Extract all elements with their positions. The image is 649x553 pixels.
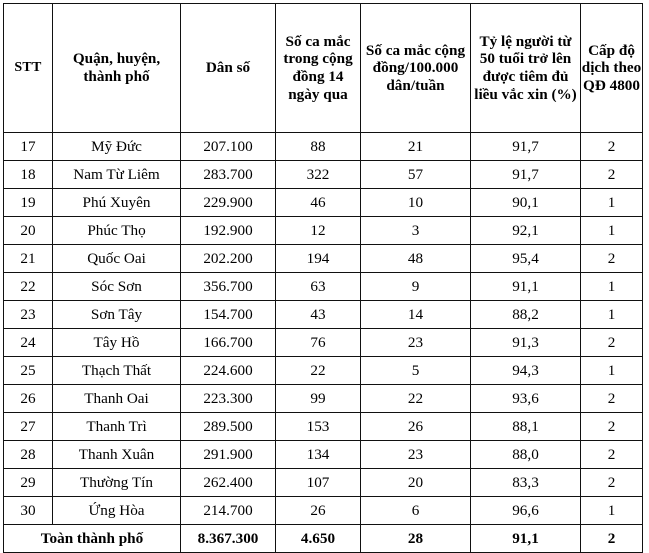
row-stt: 25 [4,357,53,385]
row-population: 192.900 [181,217,276,245]
row-district-name: Phúc Thọ [53,217,181,245]
row-stt: 20 [4,217,53,245]
row-district-name: Phú Xuyên [53,189,181,217]
table-row [4,273,643,301]
row-district-name: Quốc Oai [53,245,181,273]
row-population: 202.200 [181,245,276,273]
row-population: 283.700 [181,161,276,189]
row-cases-14d: 107 [276,469,361,497]
row-population: 229.900 [181,189,276,217]
row-cases-per-100k: 9 [361,273,471,301]
row-cases-14d: 99 [276,385,361,413]
row-stt: 29 [4,469,53,497]
row-district-name: Mỹ Đức [53,133,181,161]
table-row [4,357,643,385]
row-population: 289.500 [181,413,276,441]
row-risk-level: 1 [581,497,643,525]
row-stt: 21 [4,245,53,273]
table-row [4,189,643,217]
row-vaccination-rate: 90,1 [471,189,581,217]
row-district-name: Nam Từ Liêm [53,161,181,189]
row-risk-level: 2 [581,161,643,189]
row-vaccination-rate: 88,2 [471,301,581,329]
table-row [4,469,643,497]
table-row [4,301,643,329]
row-population: 154.700 [181,301,276,329]
table-row [4,413,643,441]
data-table-container [3,3,642,553]
row-cases-per-100k: 20 [361,469,471,497]
row-risk-level: 1 [581,273,643,301]
row-vaccination-rate: 91,7 [471,133,581,161]
row-risk-level: 2 [581,329,643,357]
total-cases-per-100k: 28 [361,525,471,553]
row-cases-14d: 26 [276,497,361,525]
row-stt: 22 [4,273,53,301]
row-district-name: Thanh Oai [53,385,181,413]
row-risk-level: 2 [581,413,643,441]
table-row [4,161,643,189]
row-vaccination-rate: 92,1 [471,217,581,245]
row-stt: 18 [4,161,53,189]
total-cases-14d: 4.650 [276,525,361,553]
row-vaccination-rate: 93,6 [471,385,581,413]
row-cases-per-100k: 10 [361,189,471,217]
column-header-district: Quận, huyện, thành phố [53,4,181,133]
row-cases-14d: 322 [276,161,361,189]
column-header-vaccination: Tỷ lệ người từ 50 tuổi trở lên được tiêm đủ liều vắc xin (%) [471,4,581,133]
table-row [4,329,643,357]
row-vaccination-rate: 95,4 [471,245,581,273]
row-cases-14d: 194 [276,245,361,273]
row-population: 356.700 [181,273,276,301]
row-vaccination-rate: 96,6 [471,497,581,525]
row-district-name: Thanh Trì [53,413,181,441]
total-vaccination-rate: 91,1 [471,525,581,553]
row-district-name: Tây Hồ [53,329,181,357]
row-cases-per-100k: 21 [361,133,471,161]
row-population: 207.100 [181,133,276,161]
total-risk-level: 2 [581,525,643,553]
header-row [4,4,643,133]
table-header [4,4,643,133]
table-row [4,497,643,525]
row-cases-14d: 153 [276,413,361,441]
row-district-name: Sóc Sơn [53,273,181,301]
row-cases-14d: 43 [276,301,361,329]
row-cases-per-100k: 26 [361,413,471,441]
column-header-stt: STT [4,4,53,133]
row-stt: 28 [4,441,53,469]
row-risk-level: 1 [581,357,643,385]
row-population: 166.700 [181,329,276,357]
row-population: 223.300 [181,385,276,413]
row-risk-level: 1 [581,217,643,245]
total-population: 8.367.300 [181,525,276,553]
total-label: Toàn thành phố [4,525,181,553]
row-cases-per-100k: 3 [361,217,471,245]
row-cases-per-100k: 22 [361,385,471,413]
row-population: 262.400 [181,469,276,497]
row-cases-14d: 76 [276,329,361,357]
table-body [4,133,643,553]
row-vaccination-rate: 88,1 [471,413,581,441]
row-cases-14d: 22 [276,357,361,385]
row-cases-14d: 12 [276,217,361,245]
row-stt: 19 [4,189,53,217]
table-row [4,133,643,161]
row-district-name: Ứng Hòa [53,497,181,525]
row-district-name: Sơn Tây [53,301,181,329]
row-cases-14d: 134 [276,441,361,469]
row-cases-per-100k: 5 [361,357,471,385]
row-stt: 26 [4,385,53,413]
column-header-risk-level: Cấp độ dịch theo QĐ 4800 [581,4,643,133]
row-vaccination-rate: 91,3 [471,329,581,357]
row-district-name: Thường Tín [53,469,181,497]
row-stt: 23 [4,301,53,329]
row-cases-per-100k: 23 [361,329,471,357]
table-row [4,441,643,469]
row-district-name: Thạch Thất [53,357,181,385]
column-header-cases-per-100k: Số ca mắc cộng đồng/100.000 dân/tuần [361,4,471,133]
table-row [4,217,643,245]
row-cases-14d: 63 [276,273,361,301]
covid-statistics-table [3,3,643,553]
row-district-name: Thanh Xuân [53,441,181,469]
row-stt: 17 [4,133,53,161]
row-stt: 24 [4,329,53,357]
row-vaccination-rate: 91,1 [471,273,581,301]
row-vaccination-rate: 88,0 [471,441,581,469]
row-population: 291.900 [181,441,276,469]
row-cases-per-100k: 57 [361,161,471,189]
row-vaccination-rate: 91,7 [471,161,581,189]
row-population: 224.600 [181,357,276,385]
row-stt: 27 [4,413,53,441]
row-vaccination-rate: 94,3 [471,357,581,385]
row-cases-per-100k: 6 [361,497,471,525]
column-header-population: Dân số [181,4,276,133]
row-risk-level: 2 [581,385,643,413]
row-risk-level: 2 [581,469,643,497]
row-risk-level: 2 [581,133,643,161]
row-risk-level: 2 [581,441,643,469]
row-cases-per-100k: 48 [361,245,471,273]
table-row [4,245,643,273]
row-cases-per-100k: 14 [361,301,471,329]
column-header-cases-14d: Số ca mắc trong cộng đồng 14 ngày qua [276,4,361,133]
row-cases-per-100k: 23 [361,441,471,469]
row-cases-14d: 88 [276,133,361,161]
row-cases-14d: 46 [276,189,361,217]
row-risk-level: 1 [581,301,643,329]
row-vaccination-rate: 83,3 [471,469,581,497]
row-stt: 30 [4,497,53,525]
table-row [4,385,643,413]
row-population: 214.700 [181,497,276,525]
row-risk-level: 1 [581,189,643,217]
row-risk-level: 2 [581,245,643,273]
